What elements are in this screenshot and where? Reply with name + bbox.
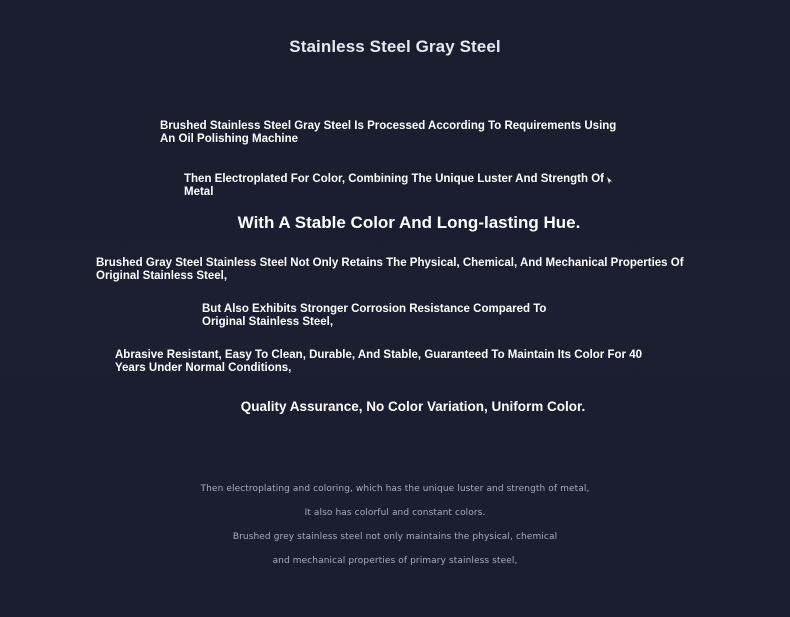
footer-line-2: It also has colorful and constant colors. (304, 508, 486, 518)
description-paragraph-1: Brushed Stainless Steel Gray Steel Is Processed According To Requirements Using An Oil Polishing Machine (160, 120, 617, 145)
description-paragraph-5: But Also Exhibits Stronger Corrosion Resistance Compared To Original Stainless Steel, (202, 303, 547, 328)
description-heading-text: With A Stable Color And Long-lasting Hue. (237, 213, 581, 232)
description-paragraph-2: Then Electroplated For Color, Combining The Unique Luster And Strength Of Metal (184, 173, 604, 198)
quality-statement (0, 399, 790, 415)
page-title: Stainless Steel Gray Steel (289, 37, 501, 56)
description-paragraph-6: Abrasive Resistant, Easy To Clean, Durable, And Stable, Guaranteed To Maintain Its Color For 40 Years Under Normal Conditions, (115, 349, 642, 374)
description-heading (0, 213, 790, 233)
description-paragraph-4: Brushed Gray Steel Stainless Steel Not Only Retains The Physical, Chemical, And Mechanical Properties Of Original Stainless Steel, (96, 257, 684, 282)
footer-line-4: and mechanical properties of primary stainless steel, (272, 556, 518, 566)
footer-line-3: Brushed grey stainless steel not only maintains the physical, chemical (232, 532, 558, 542)
footer-line-1: Then electroplating and coloring, which has the unique luster and strength of metal, (200, 484, 590, 494)
quality-statement-text: Quality Assurance, No Color Variation, Uniform Color. (240, 399, 586, 414)
